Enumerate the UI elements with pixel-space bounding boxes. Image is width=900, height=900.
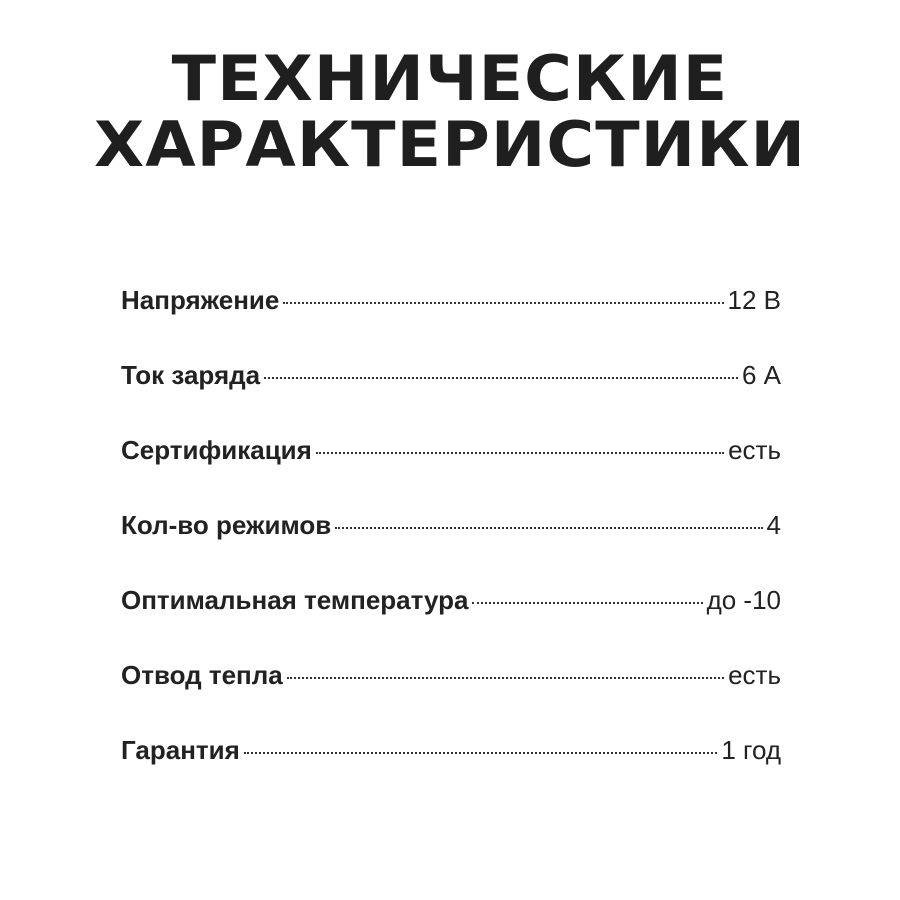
spec-row-optimal-temperature	[121, 580, 781, 655]
spec-label: Ток заряда	[121, 360, 261, 390]
spec-value: есть	[728, 660, 781, 690]
spec-list	[121, 280, 781, 805]
dot-leader	[472, 602, 702, 604]
spec-row-certification	[121, 430, 781, 505]
dot-leader	[335, 527, 762, 529]
spec-row-voltage	[121, 280, 781, 355]
spec-label: Отвод тепла	[121, 660, 283, 690]
spec-row-modes-count	[121, 505, 781, 580]
spec-value: до -10	[706, 585, 781, 615]
spec-label: Оптимальная температура	[121, 585, 469, 615]
spec-label: Кол-во режимов	[121, 510, 332, 540]
page-title	[0, 42, 900, 181]
spec-label: Напряжение	[121, 285, 280, 315]
spec-value: 4	[766, 510, 781, 540]
page-title-line-2: ХАРАКТЕРИСТИКИ	[93, 108, 806, 181]
spec-row-charge-current	[121, 355, 781, 430]
dot-leader	[244, 752, 718, 754]
dot-leader	[264, 377, 738, 379]
dot-leader	[287, 677, 724, 679]
spec-label: Гарантия	[121, 735, 240, 765]
page-title-line-1: ТЕХНИЧЕСКИЕ	[171, 42, 729, 115]
spec-label: Сертификация	[121, 435, 312, 465]
spec-value: 12 В	[727, 285, 781, 315]
dot-leader	[283, 302, 723, 304]
spec-row-warranty	[121, 730, 781, 805]
spec-value: есть	[728, 435, 781, 465]
spec-value: 1 год	[721, 735, 781, 765]
spec-value: 6 А	[741, 360, 781, 390]
dot-leader	[316, 452, 724, 454]
spec-row-heat-dissipation	[121, 655, 781, 730]
